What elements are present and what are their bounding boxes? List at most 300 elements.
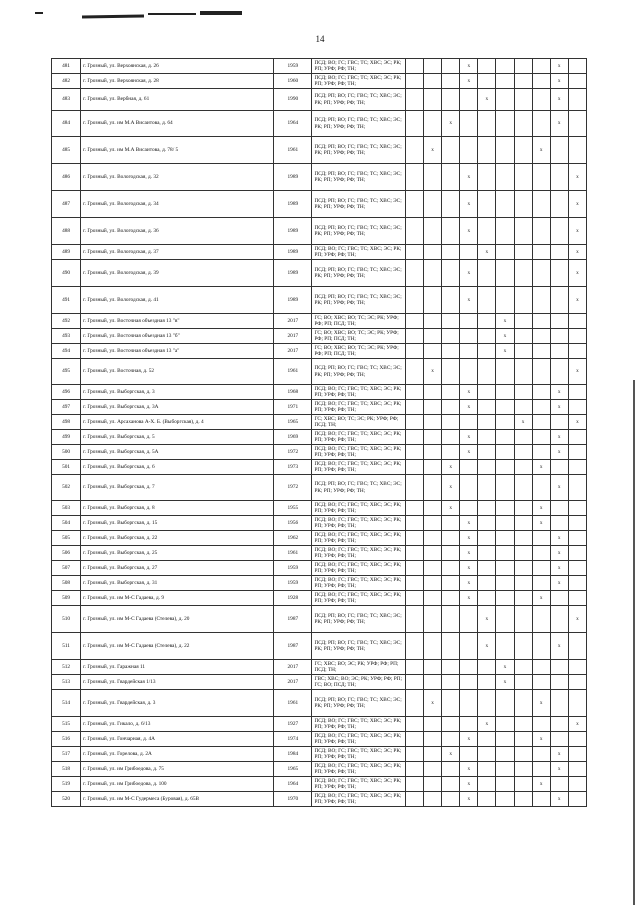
address-cell: г. Грозный, ул. Гончарная, д. 4А <box>81 732 274 747</box>
mark-cell <box>514 430 532 445</box>
table-row <box>52 531 587 546</box>
mark-cell <box>514 260 532 287</box>
table-row <box>52 430 587 445</box>
address-cell: г. Грозный, ул. Восточная объездная 13 "а" <box>81 344 274 359</box>
table-row <box>52 546 587 561</box>
mark-cell <box>514 359 532 385</box>
mark-cell <box>496 287 514 314</box>
mark-cell <box>442 633 460 660</box>
mark-cell <box>405 344 423 359</box>
mark-cell <box>568 732 586 747</box>
mark-cell <box>568 445 586 460</box>
services-cell: ПСД; ВО; ГС; ГВС; ТС; ХВС; ЭС; РК; РП; УРФ; РФ; ТН; <box>312 501 406 516</box>
mark-cell <box>405 89 423 111</box>
mark-cell <box>568 633 586 660</box>
row-number: 512 <box>52 660 81 675</box>
register-table <box>51 58 587 807</box>
address-cell: г. Грозный, ул. Горелова, д. 2А <box>81 747 274 762</box>
address-cell: г. Грозный, ул. Выборгская, д. 22 <box>81 531 274 546</box>
address-cell: г. Грозный, ул. им М-С Гадаева (Стелева), д. 20 <box>81 606 274 633</box>
mark-cell <box>405 415 423 430</box>
mark-cell <box>405 475 423 501</box>
mark-cell: x <box>442 111 460 137</box>
mark-cell <box>550 137 568 164</box>
mark-cell <box>514 74 532 89</box>
services-cell: ПСД; РП; ВО; ГС; ГВС; ТС; ХВС; ЭС; РК; РП; УРФ; РФ; ТН; <box>312 137 406 164</box>
mark-cell <box>424 792 442 807</box>
services-cell: ПСД; ВО; ГС; ГВС; ТС; ХВС; ЭС; РК; РП; УРФ; РФ; ТН; <box>312 245 406 260</box>
mark-cell <box>496 59 514 74</box>
mark-cell: x <box>550 430 568 445</box>
mark-cell <box>514 660 532 675</box>
year-cell: 1973 <box>274 460 312 475</box>
mark-cell: x <box>532 690 550 717</box>
table-row <box>52 245 587 260</box>
mark-cell <box>442 164 460 191</box>
mark-cell: x <box>550 546 568 561</box>
row-number: 514 <box>52 690 81 717</box>
mark-cell <box>568 137 586 164</box>
mark-cell <box>405 287 423 314</box>
mark-cell <box>442 191 460 218</box>
address-cell: г. Грозный, ул. Выборгская, д. 3А <box>81 400 274 415</box>
address-cell: г. Грозный, ул. Восточная объездная 13 "в" <box>81 314 274 329</box>
mark-cell <box>405 762 423 777</box>
mark-cell <box>405 400 423 415</box>
row-number: 498 <box>52 415 81 430</box>
services-cell: ПСД; РП; ВО; ГС; ГВС; ТС; ХВС; ЭС; РК; РП; УРФ; РФ; ТН; <box>312 359 406 385</box>
mark-cell: x <box>442 747 460 762</box>
mark-cell <box>550 191 568 218</box>
mark-cell <box>532 344 550 359</box>
mark-cell <box>478 287 496 314</box>
mark-cell <box>460 460 478 475</box>
mark-cell <box>550 717 568 732</box>
mark-cell <box>424 546 442 561</box>
mark-cell <box>568 531 586 546</box>
address-cell: г. Грозный, ул. Выборгская, д. 31 <box>81 576 274 591</box>
mark-cell <box>405 717 423 732</box>
mark-cell <box>478 660 496 675</box>
mark-cell <box>424 561 442 576</box>
mark-cell <box>405 516 423 531</box>
mark-cell <box>424 329 442 344</box>
mark-cell <box>478 516 496 531</box>
mark-cell <box>405 690 423 717</box>
mark-cell <box>460 314 478 329</box>
address-cell: г. Грозный, ул. Вологодская, д. 34 <box>81 191 274 218</box>
mark-cell <box>405 675 423 690</box>
services-cell: ПСД; ВО; ГС; ГВС; ТС; ХВС; ЭС; РК; РП; УРФ; РФ; ТН; <box>312 400 406 415</box>
year-cell: 1959 <box>274 576 312 591</box>
year-cell: 1964 <box>274 111 312 137</box>
mark-cell <box>568 792 586 807</box>
row-number: 505 <box>52 531 81 546</box>
mark-cell <box>532 675 550 690</box>
mark-cell <box>442 287 460 314</box>
year-cell: 2017 <box>274 660 312 675</box>
mark-cell <box>496 501 514 516</box>
mark-cell: x <box>460 385 478 400</box>
mark-cell: x <box>532 137 550 164</box>
mark-cell <box>442 59 460 74</box>
row-number: 509 <box>52 591 81 606</box>
mark-cell: x <box>550 74 568 89</box>
services-cell: ПСД; ВО; ГС; ГВС; ТС; ХВС; ЭС; РК; РП; УРФ; РФ; ТН; <box>312 762 406 777</box>
scan-artifact <box>633 380 635 905</box>
mark-cell: x <box>460 531 478 546</box>
mark-cell <box>532 400 550 415</box>
mark-cell <box>550 606 568 633</box>
mark-cell <box>460 633 478 660</box>
mark-cell <box>478 164 496 191</box>
mark-cell: x <box>460 576 478 591</box>
services-cell: ПСД; ВО; ГС; ГВС; ТС; ХВС; ЭС; РК; РП; УРФ; РФ; ТН; <box>312 747 406 762</box>
mark-cell <box>478 59 496 74</box>
row-number: 482 <box>52 74 81 89</box>
mark-cell <box>478 137 496 164</box>
mark-cell <box>514 531 532 546</box>
mark-cell <box>405 792 423 807</box>
mark-cell <box>478 400 496 415</box>
address-cell: г. Грозный, ул. Гаражная 11 <box>81 660 274 675</box>
mark-cell <box>496 245 514 260</box>
mark-cell <box>550 675 568 690</box>
mark-cell: x <box>550 59 568 74</box>
mark-cell <box>442 732 460 747</box>
row-number: 494 <box>52 344 81 359</box>
table-row <box>52 164 587 191</box>
mark-cell: x <box>568 606 586 633</box>
mark-cell <box>496 606 514 633</box>
mark-cell <box>405 218 423 245</box>
mark-cell <box>568 59 586 74</box>
table-row <box>52 111 587 137</box>
mark-cell: x <box>478 717 496 732</box>
mark-cell <box>424 675 442 690</box>
mark-cell <box>514 576 532 591</box>
year-cell: 1984 <box>274 747 312 762</box>
mark-cell: x <box>460 516 478 531</box>
mark-cell <box>442 385 460 400</box>
mark-cell <box>405 591 423 606</box>
mark-cell <box>532 191 550 218</box>
row-number: 517 <box>52 747 81 762</box>
mark-cell <box>424 260 442 287</box>
mark-cell <box>568 329 586 344</box>
mark-cell <box>514 747 532 762</box>
table-row <box>52 475 587 501</box>
mark-cell <box>496 792 514 807</box>
mark-cell <box>424 218 442 245</box>
mark-cell: x <box>568 245 586 260</box>
services-cell: ПСД; РП; ВО; ГС; ГВС; ТС; ХВС; ЭС; РК; РП; УРФ; РФ; ТН; <box>312 475 406 501</box>
mark-cell <box>496 445 514 460</box>
mark-cell: x <box>532 591 550 606</box>
row-number: 520 <box>52 792 81 807</box>
address-cell: г. Грозный, ул. Арсаханова А-Х. Б. (Выборгская), д. 4 <box>81 415 274 430</box>
register-table-body <box>52 59 587 807</box>
year-cell: 1989 <box>274 260 312 287</box>
mark-cell <box>514 501 532 516</box>
table-row <box>52 260 587 287</box>
mark-cell <box>478 576 496 591</box>
services-cell: ПСД; РП; ВО; ГС; ГВС; ТС; ХВС; ЭС; РК; РП; УРФ; РФ; ТН; <box>312 690 406 717</box>
mark-cell <box>478 732 496 747</box>
mark-cell <box>514 245 532 260</box>
mark-cell <box>532 576 550 591</box>
mark-cell: x <box>460 400 478 415</box>
mark-cell <box>568 430 586 445</box>
address-cell: г. Грозный, ул. им М-С Гадаева, д. 9 <box>81 591 274 606</box>
year-cell: 2017 <box>274 314 312 329</box>
table-row <box>52 747 587 762</box>
mark-cell <box>442 675 460 690</box>
row-number: 518 <box>52 762 81 777</box>
services-cell: ПСД; ВО; ГС; ГВС; ТС; ХВС; ЭС; РК; РП; УРФ; РФ; ТН; <box>312 777 406 792</box>
address-cell: г. Грозный, ул. им Грибоедова, д. 100 <box>81 777 274 792</box>
mark-cell <box>405 164 423 191</box>
services-cell: ПСД; ВО; ГС; ГВС; ТС; ХВС; ЭС; РК; РП; УРФ; РФ; ТН; <box>312 430 406 445</box>
table-row <box>52 415 587 430</box>
mark-cell: x <box>568 359 586 385</box>
address-cell: г. Грозный, ул. Выборгская, д. 8 <box>81 501 274 516</box>
mark-cell <box>514 546 532 561</box>
mark-cell <box>405 385 423 400</box>
mark-cell <box>478 531 496 546</box>
table-row <box>52 606 587 633</box>
row-number: 487 <box>52 191 81 218</box>
mark-cell <box>442 445 460 460</box>
mark-cell <box>550 287 568 314</box>
mark-cell <box>478 762 496 777</box>
table-row <box>52 690 587 717</box>
mark-cell: x <box>460 792 478 807</box>
table-row <box>52 445 587 460</box>
mark-cell <box>550 344 568 359</box>
table-row <box>52 501 587 516</box>
address-cell: г. Грозный, ул. Выборгская, д. 5 <box>81 430 274 445</box>
address-cell: г. Грозный, ул. Вологодская, д. 36 <box>81 218 274 245</box>
mark-cell <box>550 359 568 385</box>
mark-cell <box>442 531 460 546</box>
mark-cell <box>532 59 550 74</box>
mark-cell <box>424 245 442 260</box>
row-number: 511 <box>52 633 81 660</box>
mark-cell <box>496 732 514 747</box>
table-row <box>52 777 587 792</box>
mark-cell <box>405 747 423 762</box>
services-cell: ПСД; ВО; ГС; ГВС; ТС; ХВС; ЭС; РК; РП; УРФ; РФ; ТН; <box>312 732 406 747</box>
mark-cell <box>496 576 514 591</box>
mark-cell <box>424 475 442 501</box>
mark-cell <box>478 314 496 329</box>
mark-cell: x <box>460 260 478 287</box>
mark-cell <box>496 460 514 475</box>
mark-cell <box>460 245 478 260</box>
year-cell: 1972 <box>274 475 312 501</box>
services-cell: ПСД; ВО; ГС; ГВС; ТС; ХВС; ЭС; РК; РП; УРФ; РФ; ТН; <box>312 792 406 807</box>
mark-cell <box>550 732 568 747</box>
address-cell: г. Грозный, ул. им М.А Висаитова, д. 78/ 5 <box>81 137 274 164</box>
mark-cell <box>514 516 532 531</box>
mark-cell <box>550 777 568 792</box>
mark-cell <box>514 164 532 191</box>
mark-cell <box>550 329 568 344</box>
services-cell: ГС; ВО; ХВС; ВО; ТС; ЭС; РК; УРФ; РФ; РП; ПСД; ТН; <box>312 329 406 344</box>
address-cell: г. Грозный, ул. Вологодская, д. 39 <box>81 260 274 287</box>
mark-cell <box>496 74 514 89</box>
year-cell: 1956 <box>274 516 312 531</box>
mark-cell: x <box>442 475 460 501</box>
scan-artifact <box>35 12 43 14</box>
mark-cell <box>550 690 568 717</box>
mark-cell <box>514 385 532 400</box>
mark-cell <box>514 287 532 314</box>
mark-cell <box>532 415 550 430</box>
mark-cell <box>532 660 550 675</box>
mark-cell <box>424 59 442 74</box>
services-cell: ГС; ВО; ХВС; ВО; ТС; ЭС; РК; УРФ; РФ; РП; ПСД; ТН; <box>312 344 406 359</box>
mark-cell <box>532 546 550 561</box>
mark-cell <box>496 260 514 287</box>
mark-cell <box>405 531 423 546</box>
mark-cell <box>496 591 514 606</box>
year-cell: 1972 <box>274 445 312 460</box>
mark-cell: x <box>550 576 568 591</box>
year-cell: 1968 <box>274 385 312 400</box>
services-cell: ПСД; РП; ВО; ГС; ГВС; ТС; ХВС; ЭС; РК; РП; УРФ; РФ; ТН; <box>312 191 406 218</box>
mark-cell: x <box>532 732 550 747</box>
mark-cell <box>478 591 496 606</box>
mark-cell: x <box>550 89 568 111</box>
services-cell: ПСД; РП; ВО; ГС; ГВС; ТС; ХВС; ЭС; РК; РП; УРФ; РФ; ТН; <box>312 606 406 633</box>
page-number: 14 <box>315 34 325 44</box>
row-number: 488 <box>52 218 81 245</box>
mark-cell <box>568 762 586 777</box>
mark-cell <box>424 732 442 747</box>
mark-cell: x <box>532 460 550 475</box>
year-cell: 1964 <box>274 777 312 792</box>
mark-cell <box>424 400 442 415</box>
mark-cell <box>532 245 550 260</box>
table-row <box>52 287 587 314</box>
mark-cell <box>568 89 586 111</box>
mark-cell <box>496 191 514 218</box>
mark-cell <box>568 385 586 400</box>
mark-cell <box>514 717 532 732</box>
mark-cell <box>478 475 496 501</box>
mark-cell <box>442 74 460 89</box>
row-number: 485 <box>52 137 81 164</box>
services-cell: ПСД; ВО; ГС; ГВС; ТС; ХВС; ЭС; РК; РП; УРФ; РФ; ТН; <box>312 59 406 74</box>
address-cell: г. Грозный, ул. Выборгская, д. 5А <box>81 445 274 460</box>
mark-cell: x <box>568 415 586 430</box>
mark-cell: x <box>478 245 496 260</box>
address-cell: г. Грозный, ул. Гикало, д. 6/13 <box>81 717 274 732</box>
mark-cell <box>514 561 532 576</box>
table-row <box>52 460 587 475</box>
mark-cell <box>424 516 442 531</box>
address-cell: г. Грозный, ул. Верхоянская, д. 28 <box>81 74 274 89</box>
mark-cell: x <box>460 762 478 777</box>
mark-cell <box>532 531 550 546</box>
mark-cell <box>532 561 550 576</box>
table-row <box>52 74 587 89</box>
mark-cell <box>550 415 568 430</box>
mark-cell <box>460 415 478 430</box>
mark-cell: x <box>478 89 496 111</box>
table-row <box>52 561 587 576</box>
mark-cell <box>550 245 568 260</box>
mark-cell <box>478 415 496 430</box>
table-row <box>52 762 587 777</box>
mark-cell <box>514 400 532 415</box>
mark-cell <box>568 576 586 591</box>
mark-cell <box>460 717 478 732</box>
mark-cell: x <box>532 501 550 516</box>
year-cell: 1960 <box>274 74 312 89</box>
mark-cell <box>496 164 514 191</box>
mark-cell <box>460 606 478 633</box>
mark-cell <box>496 633 514 660</box>
mark-cell <box>424 717 442 732</box>
mark-cell <box>478 218 496 245</box>
mark-cell: x <box>550 385 568 400</box>
year-cell: 1987 <box>274 606 312 633</box>
mark-cell: x <box>514 415 532 430</box>
year-cell: 2017 <box>274 344 312 359</box>
mark-cell: x <box>460 732 478 747</box>
mark-cell <box>532 74 550 89</box>
mark-cell <box>532 359 550 385</box>
mark-cell <box>478 260 496 287</box>
mark-cell <box>460 359 478 385</box>
mark-cell <box>460 475 478 501</box>
mark-cell <box>514 460 532 475</box>
mark-cell <box>496 762 514 777</box>
mark-cell <box>424 501 442 516</box>
mark-cell <box>478 74 496 89</box>
address-cell: г. Грозный, ул. Выборгская, д. 27 <box>81 561 274 576</box>
table-row <box>52 792 587 807</box>
mark-cell <box>405 59 423 74</box>
year-cell: 1965 <box>274 762 312 777</box>
mark-cell: x <box>460 59 478 74</box>
mark-cell: x <box>568 287 586 314</box>
services-cell: ПСД; РП; ВО; ГС; ГВС; ТС; ХВС; ЭС; РК; РП; УРФ; РФ; ТН; <box>312 633 406 660</box>
mark-cell <box>405 359 423 385</box>
services-cell: ГС; ХВС; ВО; ЭС; РК; УРФ; РФ; РП; ПСД; ТН; <box>312 660 406 675</box>
mark-cell <box>514 762 532 777</box>
mark-cell: x <box>532 777 550 792</box>
services-cell: ПСД; ВО; ГС; ГВС; ТС; ХВС; ЭС; РК; РП; УРФ; РФ; ТН; <box>312 561 406 576</box>
table-row <box>52 660 587 675</box>
mark-cell: x <box>442 460 460 475</box>
services-cell: ПСД; РП; ВО; ГС; ГВС; ТС; ХВС; ЭС; РК; РП; УРФ; РФ; ТН; <box>312 111 406 137</box>
mark-cell <box>424 576 442 591</box>
mark-cell: x <box>496 329 514 344</box>
services-cell: ПСД; РП; ВО; ГС; ГВС; ТС; ХВС; ЭС; РК; РП; УРФ; РФ; ТН; <box>312 89 406 111</box>
mark-cell <box>478 675 496 690</box>
mark-cell <box>478 690 496 717</box>
mark-cell <box>460 660 478 675</box>
row-number: 490 <box>52 260 81 287</box>
mark-cell <box>478 501 496 516</box>
mark-cell: x <box>550 747 568 762</box>
mark-cell: x <box>460 445 478 460</box>
mark-cell <box>424 415 442 430</box>
